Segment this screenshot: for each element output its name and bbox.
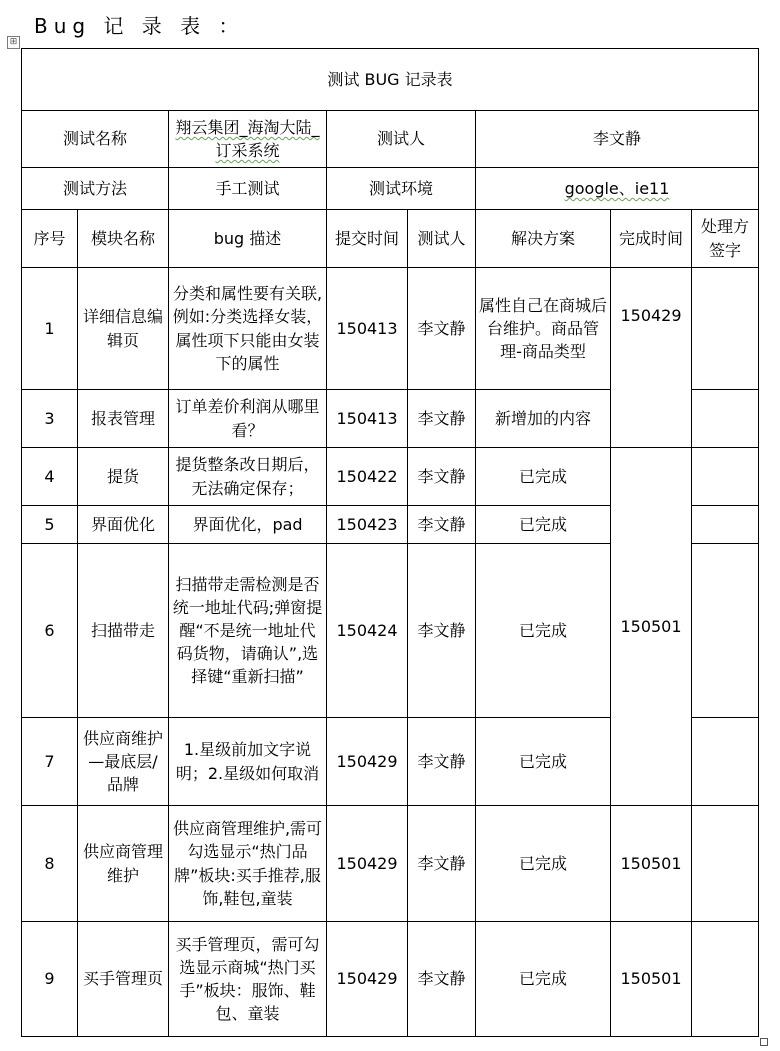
test-method-value: 手工测试 xyxy=(169,168,327,210)
row-no: 4 xyxy=(22,448,78,506)
test-env-value: google、ie11 xyxy=(476,168,759,210)
row-no: 6 xyxy=(22,544,78,718)
row-desc: 界面优化，pad xyxy=(169,506,327,544)
row-no: 1 xyxy=(22,268,78,390)
row-done-merged: 150501 xyxy=(611,448,692,806)
row-no: 8 xyxy=(22,806,78,922)
row-no: 5 xyxy=(22,506,78,544)
row-date: 150413 xyxy=(327,390,408,448)
row-sign xyxy=(692,544,759,718)
row-done-merged: 150429 xyxy=(611,268,692,448)
row-module: 买手管理页 xyxy=(78,922,169,1037)
row-desc: 分类和属性要有关联,例如:分类选择女装，属性项下只能由女装下的属性 xyxy=(169,268,327,390)
row-date: 150429 xyxy=(327,718,408,806)
test-method-label: 测试方法 xyxy=(22,168,169,210)
row-date: 150429 xyxy=(327,806,408,922)
row-desc: 1.星级前加文字说明；2.星级如何取消 xyxy=(169,718,327,806)
row-sign xyxy=(692,390,759,448)
col-header-date: 提交时间 xyxy=(327,210,408,268)
row-done: 150501 xyxy=(611,806,692,922)
row-date: 150423 xyxy=(327,506,408,544)
row-solution: 已完成 xyxy=(476,806,611,922)
row-sign xyxy=(692,718,759,806)
row-tester: 李文静 xyxy=(408,390,476,448)
row-date: 150429 xyxy=(327,922,408,1037)
table-caption: 测试 BUG 记录表 xyxy=(22,49,759,111)
table-row xyxy=(22,448,759,506)
row-module: 报表管理 xyxy=(78,390,169,448)
row-sign xyxy=(692,506,759,544)
col-header-solution: 解决方案 xyxy=(476,210,611,268)
row-tester: 李文静 xyxy=(408,544,476,718)
col-header-no: 序号 xyxy=(22,210,78,268)
test-name-label: 测试名称 xyxy=(22,111,169,168)
col-header-done: 完成时间 xyxy=(611,210,692,268)
row-tester: 李文静 xyxy=(408,448,476,506)
row-module: 供应商管理维护 xyxy=(78,806,169,922)
row-solution: 新增加的内容 xyxy=(476,390,611,448)
row-no: 9 xyxy=(22,922,78,1037)
row-desc: 订单差价利润从哪里看？ xyxy=(169,390,327,448)
row-sign xyxy=(692,922,759,1037)
row-solution: 已完成 xyxy=(476,506,611,544)
row-module: 供应商维护—最底层/品牌 xyxy=(78,718,169,806)
row-tester: 李文静 xyxy=(408,922,476,1037)
table-move-handle-icon[interactable]: ⊞ xyxy=(7,36,20,49)
tester-label: 测试人 xyxy=(327,111,476,168)
row-desc: 供应商管理维护,需可勾选显示“热门品牌”板块:买手推荐,服饰,鞋包,童装 xyxy=(169,806,327,922)
test-env-label: 测试环境 xyxy=(327,168,476,210)
row-sign xyxy=(692,806,759,922)
col-header-module: 模块名称 xyxy=(78,210,169,268)
row-tester: 李文静 xyxy=(408,506,476,544)
row-no: 3 xyxy=(22,390,78,448)
row-module: 界面优化 xyxy=(78,506,169,544)
header-row xyxy=(22,210,759,268)
row-tester: 李文静 xyxy=(408,718,476,806)
row-desc: 提货整条改日期后，无法确定保存； xyxy=(169,448,327,506)
row-module: 扫描带走 xyxy=(78,544,169,718)
col-header-sign: 处理方签字 xyxy=(692,210,759,268)
row-desc: 买手管理页，需可勾选显示商城“热门买手”板块：服饰、鞋包、童装 xyxy=(169,922,327,1037)
row-date: 150413 xyxy=(327,268,408,390)
bug-record-table xyxy=(21,48,759,1037)
row-desc: 扫描带走需检测是否统一地址代码;弹窗提醒“不是统一地址代码货物，请确认”,选择键“重新扫描” xyxy=(169,544,327,718)
row-solution: 已完成 xyxy=(476,544,611,718)
row-module: 提货 xyxy=(78,448,169,506)
col-header-desc: bug 描述 xyxy=(169,210,327,268)
table-row xyxy=(22,922,759,1037)
tester-value: 李文静 xyxy=(476,111,759,168)
row-date: 150424 xyxy=(327,544,408,718)
row-no: 7 xyxy=(22,718,78,806)
row-solution: 已完成 xyxy=(476,922,611,1037)
table-row xyxy=(22,806,759,922)
row-done: 150501 xyxy=(611,922,692,1037)
table-row xyxy=(22,268,759,390)
row-tester: 李文静 xyxy=(408,268,476,390)
row-tester: 李文静 xyxy=(408,806,476,922)
row-solution: 已完成 xyxy=(476,448,611,506)
row-solution: 已完成 xyxy=(476,718,611,806)
row-module: 详细信息编辑页 xyxy=(78,268,169,390)
row-sign xyxy=(692,268,759,390)
row-solution: 属性自己在商城后台维护。商品管理-商品类型 xyxy=(476,268,611,390)
row-date: 150422 xyxy=(327,448,408,506)
row-sign xyxy=(692,448,759,506)
table-resize-handle[interactable] xyxy=(760,1038,768,1046)
col-header-tester: 测试人 xyxy=(408,210,476,268)
document-title: Bug 记 录 表 ： xyxy=(34,14,245,38)
test-name-value: 翔云集团_海淘大陆_订采系统 xyxy=(169,111,327,168)
